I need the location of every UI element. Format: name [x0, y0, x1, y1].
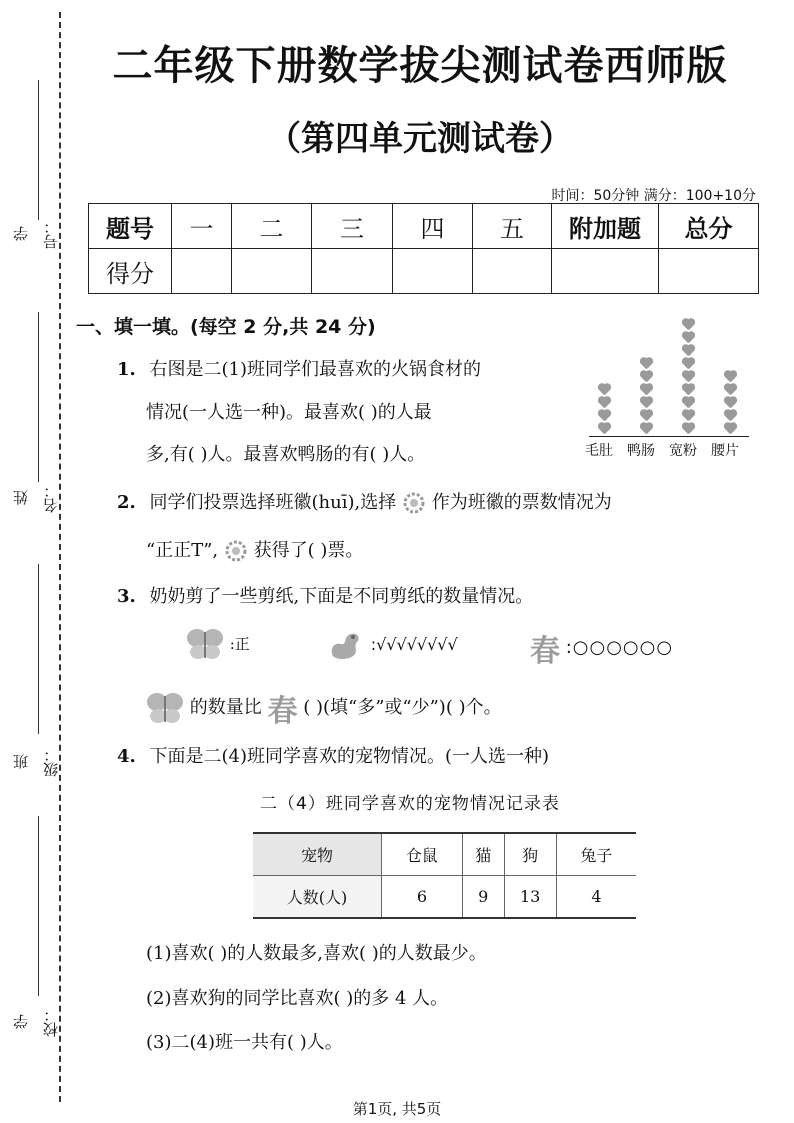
question-text: 同学们投票选择班徽(huī),选择	[149, 492, 397, 513]
question-text: 的数量比	[189, 697, 262, 718]
score-header-cell: 四	[393, 204, 473, 249]
question-number: 4.	[117, 746, 136, 767]
score-header-cell: 题号	[89, 204, 172, 249]
heart-icon	[597, 397, 611, 408]
pet-table-cell: 宠物	[253, 833, 382, 876]
pet-table-cell: 兔子	[556, 833, 636, 876]
heart-icon	[723, 384, 737, 395]
heart-icon	[723, 410, 737, 421]
pictograph-category-label: 鸭肠	[627, 443, 655, 459]
question-1-line-1	[117, 355, 481, 381]
badge-emblem-icon	[402, 491, 426, 515]
pictograph-column	[637, 356, 655, 434]
butterfly-icon	[186, 626, 224, 662]
tally-text: :正	[229, 635, 250, 653]
heart-icon	[681, 332, 695, 343]
question-1-line-3: 多,有( )人。最喜欢鸭肠的有( )人。	[146, 444, 426, 465]
heart-icon	[681, 345, 695, 356]
question-text: 下面是二(4)班同学喜欢的宠物情况。(一人选一种)	[149, 746, 550, 767]
pictograph-column	[595, 382, 613, 434]
butterfly-icon	[146, 690, 184, 726]
tally-text: :○○○○○○	[565, 637, 674, 658]
score-table	[88, 203, 759, 294]
page-footer: 第1页, 共5页	[352, 1100, 442, 1118]
score-row-label: 得分	[89, 249, 172, 294]
badge-emblem-icon	[224, 539, 248, 563]
pet-table-cell: 仓鼠	[382, 833, 463, 876]
score-input-cell[interactable]	[393, 249, 473, 294]
pet-table-row	[253, 876, 636, 919]
line-student-id	[38, 80, 39, 220]
pet-table-title: 二（4）班同学喜欢的宠物情况记录表	[260, 794, 560, 814]
chun-papercut-icon: 春	[530, 634, 560, 669]
score-header-cell: 一	[172, 204, 232, 249]
question-4-sub-3: (3)二(4)班一共有( )人。	[146, 1032, 343, 1053]
line-name	[38, 312, 39, 482]
heart-icon	[597, 423, 611, 434]
heart-icon	[639, 358, 653, 369]
heart-icon	[639, 423, 653, 434]
heart-icon	[681, 319, 695, 330]
heart-icon	[639, 384, 653, 395]
page-title: 二年级下册数学拔尖测试卷西师版	[112, 43, 728, 89]
score-header-cell: 二	[232, 204, 312, 249]
heart-icon	[639, 410, 653, 421]
pictograph-category-label: 毛肚	[585, 443, 613, 459]
heart-icon	[723, 397, 737, 408]
score-input-cell[interactable]	[552, 249, 659, 294]
label-student-id: 学号：	[12, 219, 60, 249]
heart-icon	[597, 410, 611, 421]
score-input-row	[89, 249, 759, 294]
heart-icon	[681, 384, 695, 395]
question-1-line-2: 情况(一人选一种)。最喜欢( )的人最	[146, 402, 432, 423]
score-header-row	[89, 204, 759, 249]
question-3-compare	[146, 686, 502, 730]
hotpot-pictograph	[585, 310, 760, 470]
chun-papercut-icon: 春	[267, 694, 298, 729]
page-subtitle: （第四单元测试卷）	[267, 119, 573, 159]
pet-table-cell: 9	[462, 876, 504, 919]
dragon-tally	[325, 626, 458, 664]
question-number: 1.	[117, 359, 136, 380]
heart-icon	[597, 384, 611, 395]
pet-table-cell: 4	[556, 876, 636, 919]
question-text: 奶奶剪了一些剪纸,下面是不同剪纸的数量情况。	[149, 586, 534, 607]
score-input-cell[interactable]	[172, 249, 232, 294]
label-name: 姓名：	[12, 483, 60, 513]
question-text: 右图是二(1)班同学们最喜欢的火锅食材的	[149, 359, 482, 380]
question-text: ( )(填“多”或“少”)( )个。	[303, 697, 502, 718]
question-2-line-2	[146, 536, 363, 563]
question-text: 获得了( )票。	[253, 540, 364, 561]
pictograph-category-label: 腰片	[711, 443, 739, 459]
line-class	[38, 564, 39, 734]
question-3-line-1	[117, 582, 533, 608]
score-input-cell[interactable]	[312, 249, 393, 294]
question-2-line-1	[117, 488, 612, 515]
pictograph-column	[679, 317, 697, 434]
tally-text: :√√√√√√√√	[370, 635, 458, 654]
question-text: “正正T”,	[146, 540, 219, 561]
heart-icon	[681, 423, 695, 434]
heart-icon	[681, 371, 695, 382]
pet-table-header	[253, 833, 636, 876]
pictograph-category-label: 宽粉	[669, 443, 697, 459]
time-score-info: 时间：50分钟 满分：100+10分	[551, 188, 756, 204]
pet-table-cell: 狗	[504, 833, 556, 876]
score-input-cell[interactable]	[473, 249, 552, 294]
butterfly-tally	[186, 626, 250, 662]
heart-icon	[681, 397, 695, 408]
pet-table-cell: 13	[504, 876, 556, 919]
label-class: 班级：	[12, 747, 60, 777]
pet-table	[253, 832, 636, 919]
score-input-cell[interactable]	[232, 249, 312, 294]
heart-icon	[639, 371, 653, 382]
pet-table-cell: 6	[382, 876, 463, 919]
question-number: 2.	[117, 492, 136, 513]
score-header-cell: 三	[312, 204, 393, 249]
score-input-cell[interactable]	[659, 249, 759, 294]
question-number: 3.	[117, 586, 136, 607]
heart-icon	[723, 371, 737, 382]
pet-table-cell: 人数(人)	[253, 876, 382, 919]
question-text: 作为班徽的票数情况为	[431, 492, 612, 513]
pictograph-axis	[589, 436, 749, 437]
heart-icon	[681, 358, 695, 369]
question-4-line-1	[117, 742, 549, 768]
question-4-sub-2: (2)喜欢狗的同学比喜欢( )的多 4 人。	[146, 988, 449, 1009]
chun-tally	[530, 626, 673, 670]
pet-table-cell: 猫	[462, 833, 504, 876]
line-school	[38, 816, 39, 996]
score-header-cell: 附加题	[552, 204, 659, 249]
pictograph-column	[721, 369, 739, 434]
label-school: 学校：	[12, 1007, 60, 1037]
heart-icon	[723, 423, 737, 434]
heart-icon	[681, 410, 695, 421]
binding-dashed-line	[59, 12, 61, 1102]
score-header-cell: 总分	[659, 204, 759, 249]
heart-icon	[639, 397, 653, 408]
question-4-sub-1: (1)喜欢( )的人数最多,喜欢( )的人数最少。	[146, 943, 487, 964]
section-heading-1: 一、填一填。(每空 2 分,共 24 分)	[76, 316, 376, 338]
dragon-icon	[325, 626, 365, 664]
score-header-cell: 五	[473, 204, 552, 249]
